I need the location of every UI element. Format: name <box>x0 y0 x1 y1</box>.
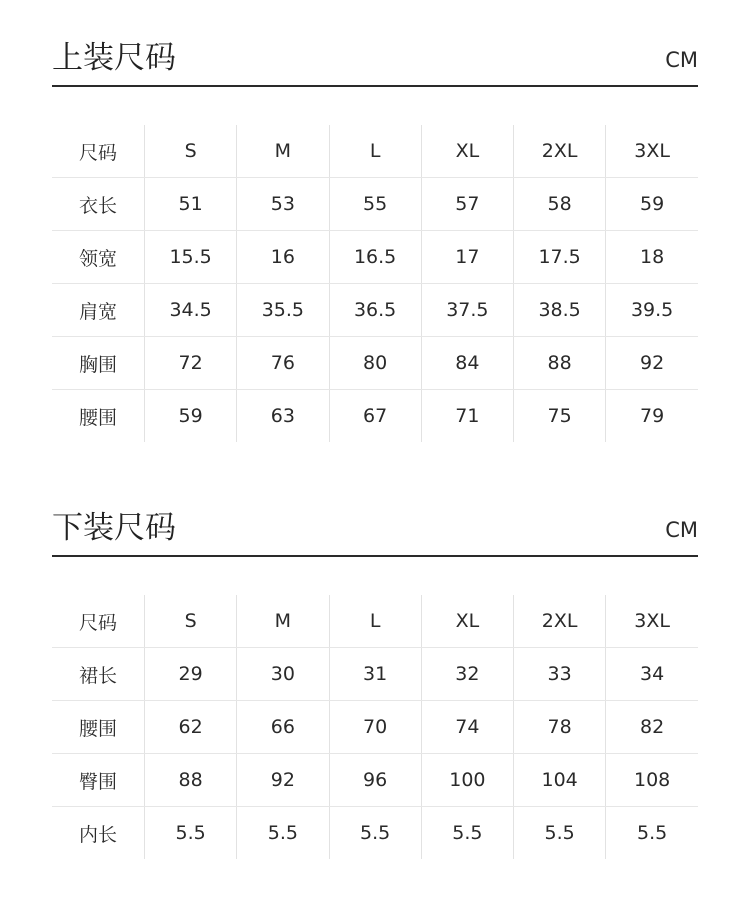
top-unit-label: CM <box>665 48 698 72</box>
measurement-value: 88 <box>145 754 237 807</box>
measurement-value: 59 <box>145 390 237 443</box>
measurement-value: 5.5 <box>145 807 237 860</box>
size-column-header: XL <box>421 125 513 178</box>
measurement-value: 58 <box>514 178 606 231</box>
measurement-value: 38.5 <box>514 284 606 337</box>
measurement-value: 5.5 <box>237 807 329 860</box>
measurement-value: 5.5 <box>606 807 698 860</box>
measurement-value: 72 <box>145 337 237 390</box>
measurement-label: 肩宽 <box>52 284 145 337</box>
measurement-value: 17.5 <box>514 231 606 284</box>
size-column-header: L <box>329 595 421 648</box>
measurement-value: 32 <box>421 648 513 701</box>
measurement-value: 55 <box>329 178 421 231</box>
measurement-label: 臀围 <box>52 754 145 807</box>
measurement-value: 39.5 <box>606 284 698 337</box>
measurement-value: 63 <box>237 390 329 443</box>
top-section-title: 上装尺码 <box>52 40 176 76</box>
bottom-section-header <box>52 504 698 557</box>
size-column-header: S <box>145 595 237 648</box>
measurement-value: 16.5 <box>329 231 421 284</box>
top-size-section <box>52 34 698 429</box>
bottom-size-table <box>52 595 698 859</box>
measurement-value: 53 <box>237 178 329 231</box>
measurement-value: 78 <box>514 701 606 754</box>
size-column-header: M <box>237 595 329 648</box>
measurement-value: 18 <box>606 231 698 284</box>
measurement-value: 80 <box>329 337 421 390</box>
measurement-value: 82 <box>606 701 698 754</box>
table-row <box>52 231 698 284</box>
table-row <box>52 754 698 807</box>
measurement-value: 59 <box>606 178 698 231</box>
measurement-value: 30 <box>237 648 329 701</box>
measurement-value: 37.5 <box>421 284 513 337</box>
measurement-value: 34 <box>606 648 698 701</box>
measurement-value: 33 <box>514 648 606 701</box>
measurement-value: 35.5 <box>237 284 329 337</box>
bottom-unit-label: CM <box>665 518 698 542</box>
measurement-value: 70 <box>329 701 421 754</box>
measurement-value: 76 <box>237 337 329 390</box>
measurement-value: 66 <box>237 701 329 754</box>
measurement-value: 74 <box>421 701 513 754</box>
table-row <box>52 390 698 443</box>
measurement-value: 5.5 <box>514 807 606 860</box>
size-header-label: 尺码 <box>52 125 145 178</box>
measurement-value: 5.5 <box>421 807 513 860</box>
measurement-label: 领宽 <box>52 231 145 284</box>
measurement-label: 腰围 <box>78 406 117 429</box>
measurement-value: 79 <box>606 390 698 443</box>
size-column-header: L <box>329 125 421 178</box>
bottom-header-row <box>52 595 698 648</box>
measurement-value: 84 <box>421 337 513 390</box>
measurement-value: 62 <box>145 701 237 754</box>
measurement-value: 100 <box>421 754 513 807</box>
size-column-header: 2XL <box>514 125 606 178</box>
measurement-value: 34.5 <box>145 284 237 337</box>
measurement-value: 17 <box>421 231 513 284</box>
size-column-header: XL <box>421 595 513 648</box>
measurement-value: 5.5 <box>329 807 421 860</box>
measurement-value: 57 <box>421 178 513 231</box>
bottom-size-section <box>52 504 698 846</box>
measurement-value: 29 <box>145 648 237 701</box>
size-header-label: 尺码 <box>52 595 145 648</box>
top-size-table <box>52 125 698 442</box>
measurement-label: 裙长 <box>52 648 145 701</box>
measurement-value: 108 <box>606 754 698 807</box>
measurement-value: 92 <box>606 337 698 390</box>
table-row <box>52 284 698 337</box>
measurement-value: 16 <box>237 231 329 284</box>
measurement-label: 胸围 <box>52 337 145 390</box>
measurement-value: 71 <box>421 390 513 443</box>
size-column-header: S <box>145 125 237 178</box>
measurement-value: 31 <box>329 648 421 701</box>
measurement-value: 92 <box>237 754 329 807</box>
table-row <box>52 701 698 754</box>
size-column-header: 3XL <box>606 125 698 178</box>
measurement-label: 衣长 <box>52 178 145 231</box>
bottom-section-title: 下装尺码 <box>52 510 176 546</box>
measurement-label: 内长 <box>78 823 117 846</box>
top-section-header <box>52 34 698 87</box>
size-column-header: 2XL <box>514 595 606 648</box>
size-column-header: 3XL <box>606 595 698 648</box>
measurement-value: 51 <box>145 178 237 231</box>
measurement-label: 腰围 <box>52 701 145 754</box>
measurement-value: 96 <box>329 754 421 807</box>
top-header-row <box>52 125 698 178</box>
table-row <box>52 178 698 231</box>
measurement-value: 75 <box>514 390 606 443</box>
measurement-value: 15.5 <box>145 231 237 284</box>
table-row <box>52 807 698 860</box>
measurement-value: 67 <box>329 390 421 443</box>
measurement-value: 88 <box>514 337 606 390</box>
size-column-header: M <box>237 125 329 178</box>
measurement-value: 104 <box>514 754 606 807</box>
table-row <box>52 337 698 390</box>
measurement-value: 36.5 <box>329 284 421 337</box>
table-row <box>52 648 698 701</box>
